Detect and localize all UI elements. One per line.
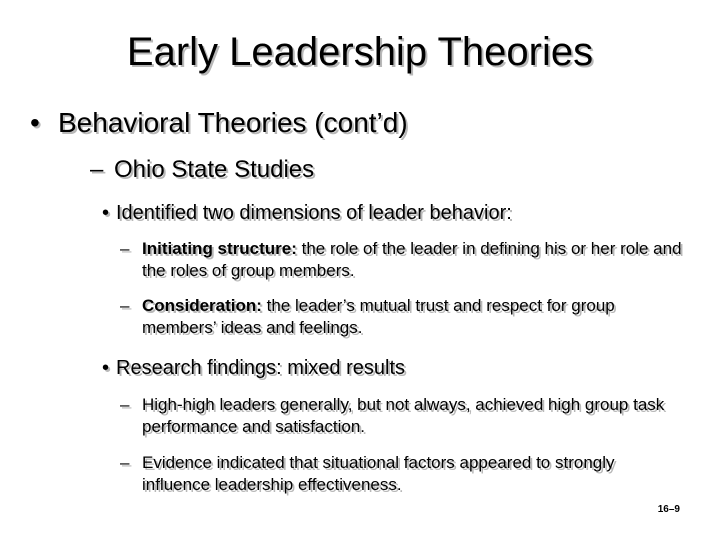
subbullet-ohio-state <box>90 155 314 185</box>
item-text: Evidence indicated that situational factors appeared to strongly influence leadership effectiveness. <box>142 453 615 494</box>
subbullet-text: Ohio State Studies <box>114 156 315 183</box>
item-consideration <box>120 295 682 339</box>
item-term: Consideration: <box>142 296 262 315</box>
dash-icon: – <box>120 296 130 315</box>
item-text <box>142 238 682 282</box>
item-text <box>142 295 682 339</box>
item-term: Initiating structure: <box>142 239 297 258</box>
page-number: 16–9 <box>657 504 680 515</box>
point-identified-dimensions <box>102 200 512 226</box>
dash-icon: – <box>90 156 104 183</box>
slide-title: Early Leadership Theories <box>126 30 594 74</box>
bullet-icon: • <box>30 107 40 138</box>
item-high-high-leaders <box>120 394 682 438</box>
bullet-icon: • <box>102 202 110 224</box>
bullet-icon: • <box>102 357 110 379</box>
item-situational-factors <box>120 452 682 496</box>
item-description: the role of the leader in defining his or her role and the roles of group members. <box>142 239 682 280</box>
dash-icon: – <box>120 395 130 414</box>
item-text: High-high leaders generally, but not always, achieved high group task performance and satisfaction. <box>142 395 665 436</box>
dash-icon: – <box>120 453 130 472</box>
item-initiating-structure <box>120 238 682 282</box>
dash-icon: – <box>120 239 130 258</box>
point-text: Identified two dimensions of leader behavior: <box>116 202 512 224</box>
point-text: Research findings: mixed results <box>116 357 406 379</box>
point-research-findings <box>102 355 405 381</box>
bullet-behavioral-theories <box>30 106 408 140</box>
bullet-text: Behavioral Theories (cont’d) <box>58 107 408 138</box>
item-description: the leader’s mutual trust and respect for group members’ ideas and feelings. <box>142 296 615 337</box>
